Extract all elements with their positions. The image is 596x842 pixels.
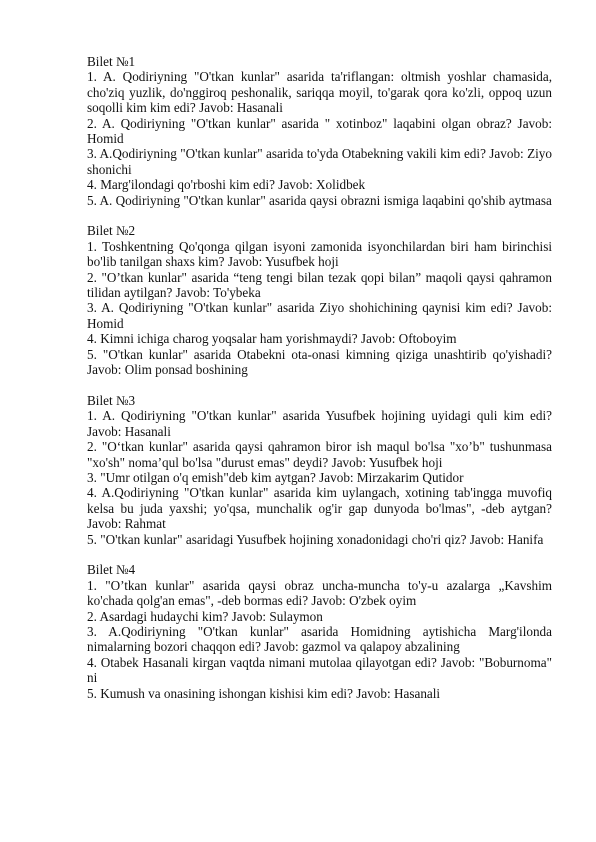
question-3: 3. A. Qodiriyning "O'tkan kunlar" asarida Ziyo shohichining qaynisi kim edi? Javob: Homid (87, 300, 552, 331)
question-5: 5. A. Qodiriyning "O'tkan kunlar" asarida qaysi obrazni ismiga laqabini qo'shib aytmasa (87, 192, 552, 208)
question-5: 5. "O'tkan kunlar" asarida Otabekni ota-onasi kimning qiziga unashtirib qo'yishadi? Javob: Olim ponsad boshining (87, 346, 552, 378)
question-5: 5. "O'tkan kunlar" asaridagi Yusufbek hojining xonadonidagi cho'ri qiz? Javob: Hanifa (87, 531, 544, 547)
ticket-4 (87, 562, 552, 701)
question-1: 1. A. Qodiriyning "O'tkan kunlar" asarida ta'riflangan: oltmish yoshlar chamasida, cho'ziq yuzlik, do'nggiroq peshonalik, sariqqa moyil, to'garak qora ko'zli, oppoq uzun soqolli kim kim edi? Javob: Hasanali (87, 69, 552, 116)
question-4: 4. Kimni ichiga charog yoqsalar ham yorishmaydi? Javob: Oftoboyim (87, 331, 457, 347)
question-2: 2. "O‘tkan kunlar" asarida qaysi qahramon biror ish maqul bo'lsa "xo’b" tushunmasa "xo'sh" noma’qul bo'lsa "durust emas" deydi? Javob: Yusufbek hoji (87, 439, 552, 470)
question-4: 4. Otabek Hasanali kirgan vaqtda nimani mutolaa qilayotgan edi? Javob: "Boburnoma" ni (87, 654, 552, 686)
question-1: 1. A. Qodiriyning "O'tkan kunlar" asarida Yusufbek hojining uyidagi quli kim edi? Javob: Hasanali (87, 408, 552, 439)
ticket-title: Bilet №1 (87, 54, 136, 69)
document-page (87, 54, 552, 716)
ticket-3 (87, 393, 552, 547)
question-2: 2. Asardagi hudaychi kim? Javob: Sulaymon (87, 608, 323, 624)
question-3: 3. "Umr otilgan o'q emish"deb kim aytgan? Javob: Mirzakarim Qutidor (87, 469, 464, 485)
ticket-2 (87, 223, 552, 377)
question-3: 3. A.Qodiriyning "O'tkan kunlar" asarida Homidning aytishicha Marg'ilonda nimalarning bozori chaqqon edi? Javob: gazmol va qalapoy abzalining (87, 623, 552, 655)
question-4: 4. A.Qodiriyning "O'tkan kunlar" asarida kim uylangach, xotining tab'ingga muvofiq kelsa bu juda yaxshi; yo'qsa, munchalik og'ir gap dunyoda bo'lmas", -deb aytgan? Javob: Rahmat (87, 485, 552, 532)
question-2: 2. A. Qodiriyning "O'tkan kunlar" asarida " xotinboz" laqabini olgan obraz? Javob: Homid (87, 115, 552, 147)
ticket-title: Bilet №4 (87, 562, 136, 578)
question-3: 3. A.Qodiriyning "O'tkan kunlar" asarida to'yda Otabekning vakili kim edi? Javob: Ziyo shonichi (87, 146, 552, 177)
question-2: 2. "O’tkan kunlar" asarida “teng tengi bilan tezak qopi bilan” maqoli qaysi qahramon tilidan aytilgan? Javob: To'ybeka (87, 269, 552, 301)
question-4: 4. Marg'ilondagi qo'rboshi kim edi? Javob: Xolidbek (87, 177, 366, 193)
question-5: 5. Kumush va onasining ishongan kishisi kim edi? Javob: Hasanali (87, 685, 441, 701)
question-1: 1. Toshkentning Qo'qonga qilgan isyoni zamonida isyonchilardan biri ham birinchisi bo'lib tanilgan shaxs kim? Javob: Yusufbek hoji (87, 238, 552, 270)
ticket-title: Bilet №2 (87, 223, 136, 239)
ticket-1 (87, 54, 552, 208)
ticket-title: Bilet №3 (87, 392, 136, 408)
question-1: 1. "O’tkan kunlar" asarida qaysi obraz uncha-muncha to'y-u azalarga „Kavshim ko'chada qolg'an emas", -deb bormas edi? Javob: O'zbek oyim (87, 577, 552, 609)
